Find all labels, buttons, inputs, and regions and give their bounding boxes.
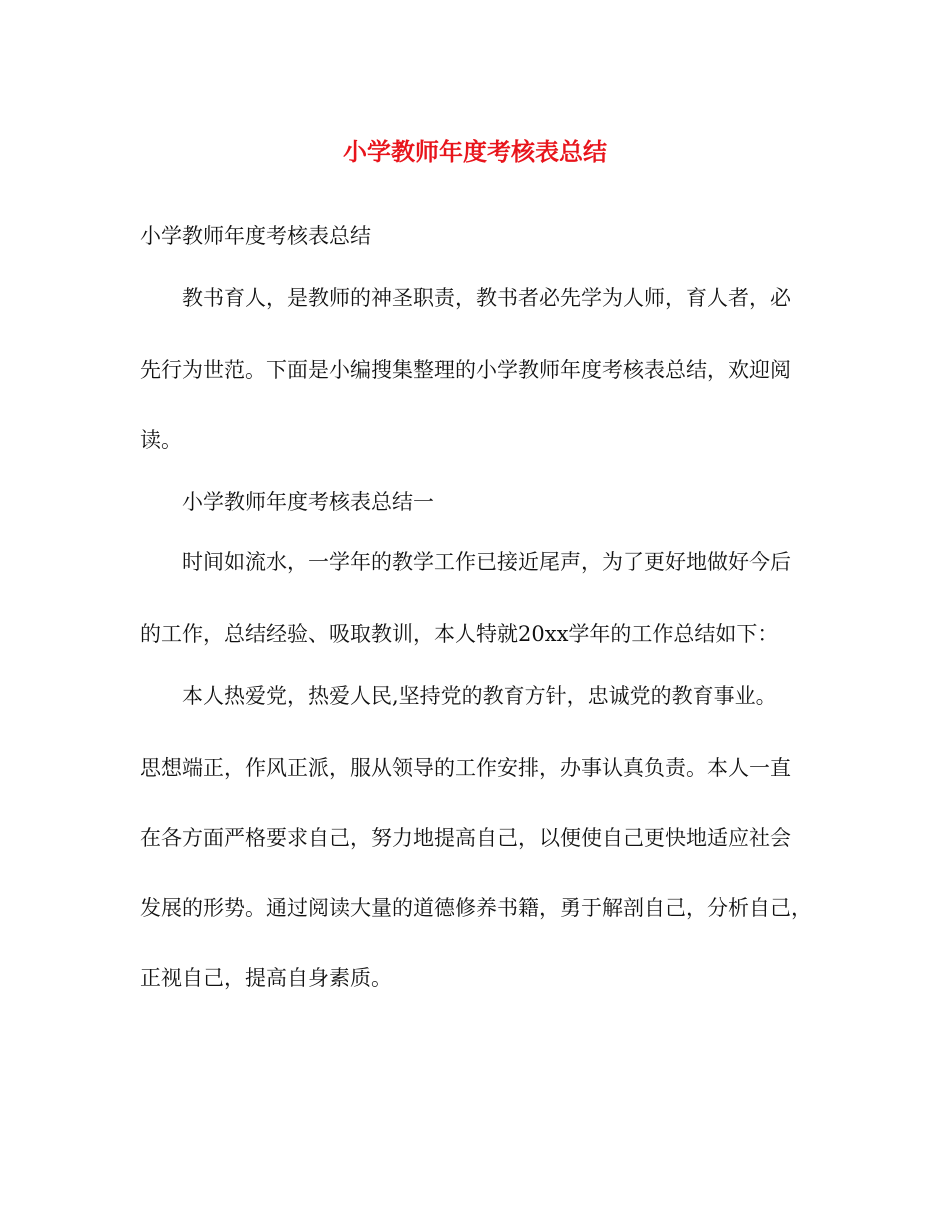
paragraph-line: 教书育人，是教师的神圣职责，教书者必先学为人师，育人者，必 — [182, 286, 791, 310]
subtitle-line: 小学教师年度考核表总结 — [140, 224, 371, 248]
paragraph-line: 读。 — [140, 428, 182, 452]
paragraph-line: 本人热爱党，热爱人民,坚持党的教育方针，忠诚党的教育事业。 — [182, 684, 777, 708]
paragraph-line: 先行为世范。下面是小编搜集整理的小学教师年度考核表总结，欢迎阅 — [140, 358, 791, 382]
paragraph-line: 正视自己，提高自身素质。 — [140, 966, 392, 990]
paragraph-line: 思想端正，作风正派，服从领导的工作安排，办事认真负责。本人一直 — [140, 756, 791, 780]
paragraph-line: 的工作，总结经验、吸取教训，本人特就20xx学年的工作总结如下： — [140, 622, 779, 646]
paragraph-line: 在各方面严格要求自己，努力地提高自己，以便使自己更快地适应社会 — [140, 826, 791, 850]
paragraph-line: 发展的形势。通过阅读大量的道德修养书籍，勇于解剖自己，分析自己， — [140, 896, 812, 920]
document-title: 小学教师年度考核表总结 — [343, 137, 607, 166]
section-heading: 小学教师年度考核表总结一 — [182, 490, 434, 514]
paragraph-line: 时间如流水，一学年的教学工作已接近尾声，为了更好地做好今后 — [182, 550, 791, 574]
